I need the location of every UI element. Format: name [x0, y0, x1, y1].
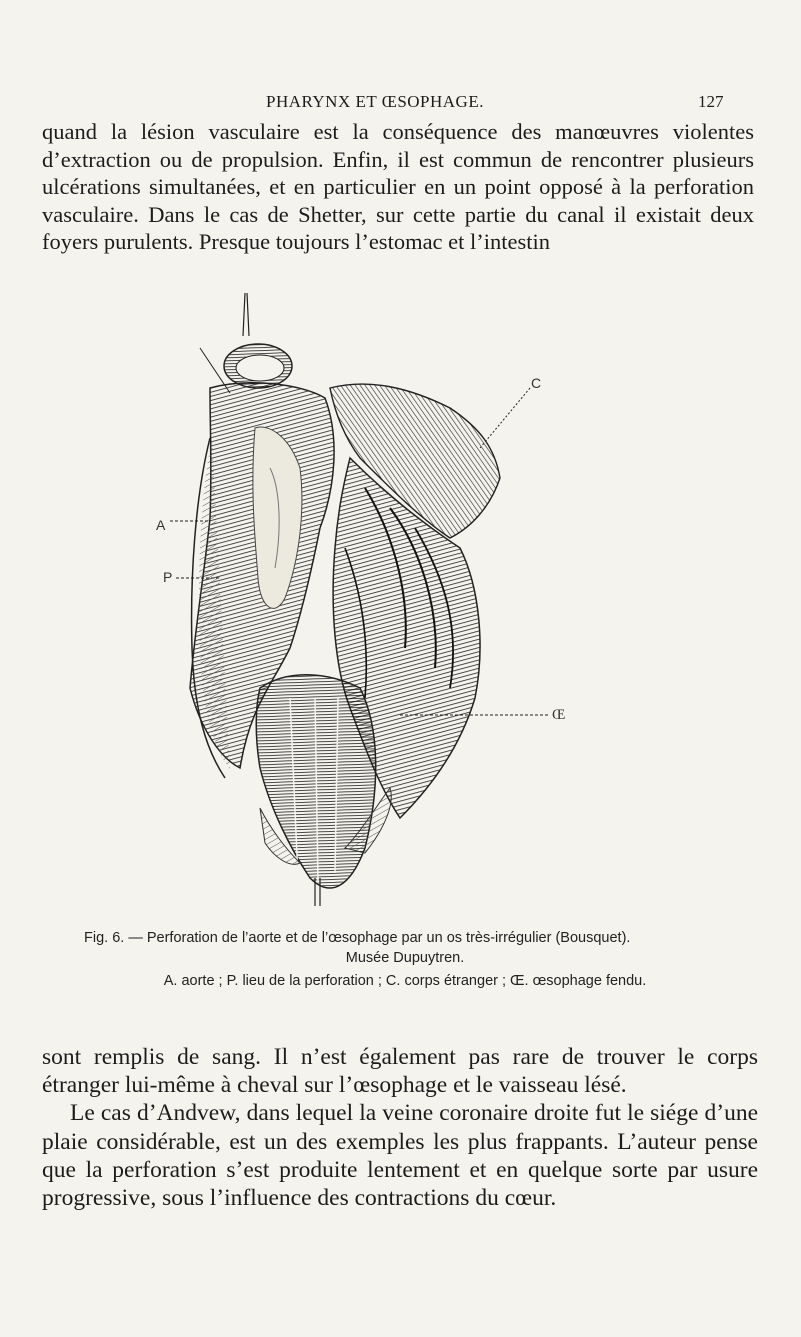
- figure-label-c: C: [531, 375, 542, 391]
- paragraph-top: quand la lésion vasculaire est la conséquence des manœuvres violentes d’extraction ou de propulsion. Enfin, il est commun de rencontrer plusieurs ulcérations simultanées, et en particulier en un point opposé à la perforation vasculaire. Dans le cas de Shetter, sur cette partie du canal il existait deux foyers purulents. Presque toujours l’estomac et l’intestin: [42, 119, 754, 254]
- engraving-drawing: [150, 288, 590, 908]
- page-number: 127: [698, 92, 724, 111]
- figure-label-p: P: [163, 569, 173, 585]
- paragraph-bottom: [42, 1043, 758, 1212]
- figure-label-a: A: [156, 517, 166, 533]
- figure-caption-source: Musée Dupuytren.: [345, 950, 465, 966]
- running-title: PHARYNX ET ŒSOPHAGE.: [266, 92, 484, 111]
- figure-caption-legend: A. aorte ; P. lieu de la perforation ; C. corps étranger ; Œ. œsophage fendu.: [163, 973, 647, 989]
- figure-caption-title: Fig. 6. — Perforation de l’aorte et de l’œsophage par un os très-irrégulier (Bousquet).: [84, 930, 631, 946]
- running-head: [0, 92, 801, 118]
- paragraph-bottom-first: sont remplis de sang. Il n’est également pas rare de trouver le corps étranger lui-même à cheval sur l’œsophage et le vaisseau lésé.: [42, 1044, 758, 1099]
- paragraph-bottom-second: Le cas d’Andvew, dans lequel la veine coronaire droite fut le siége d’une plaie considérable, est un des exemples les plus frappants. L’auteur pense que la perforation s’est produite lentement et en quelque sorte par usure progressive, sous l’influence des contractions du cœur.: [42, 1100, 758, 1212]
- anatomical-illustration: [150, 288, 590, 908]
- figure-label-oe: Œ: [552, 707, 566, 723]
